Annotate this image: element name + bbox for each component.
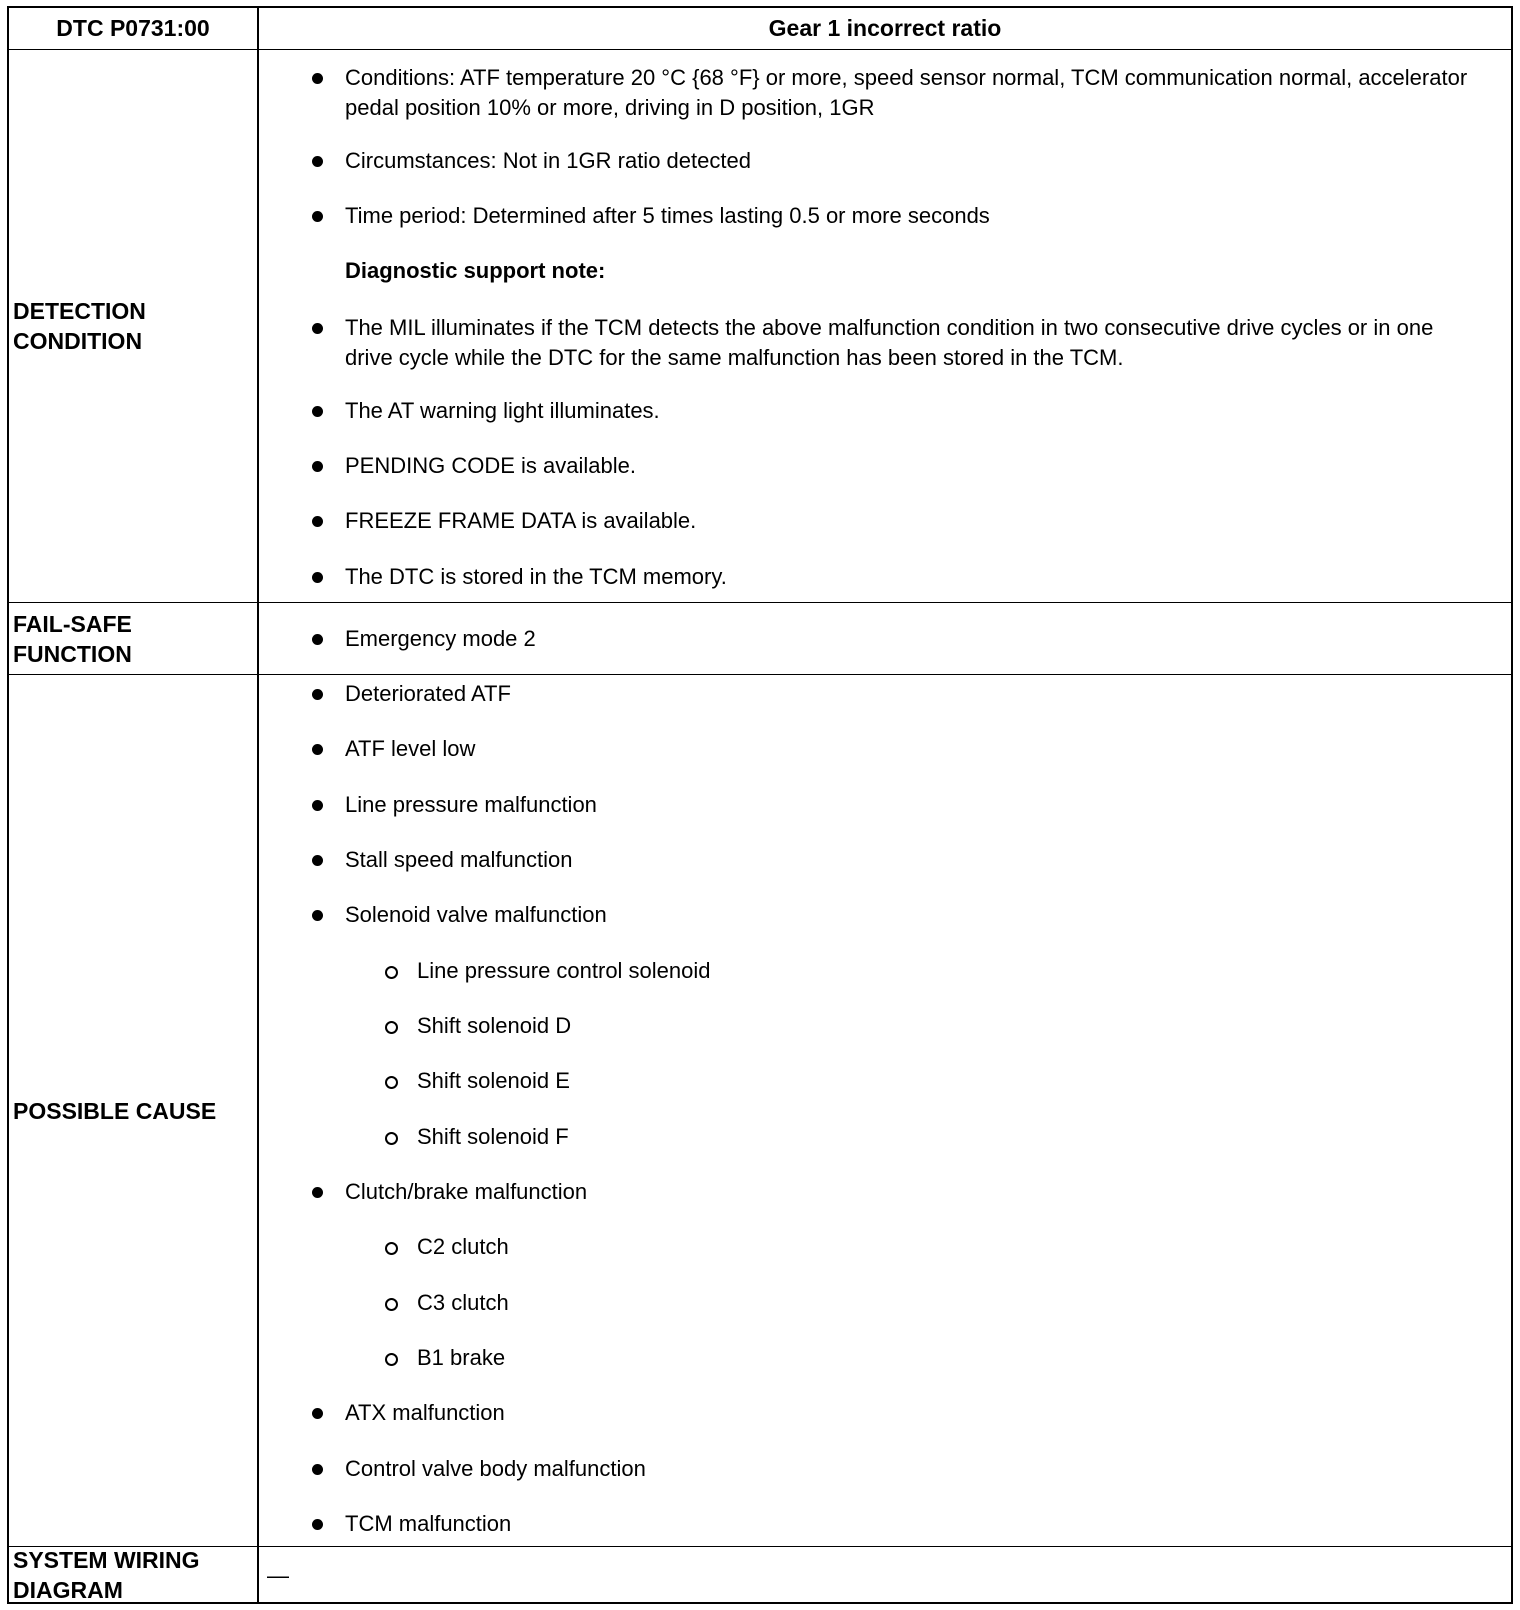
bullet-icon [312, 744, 323, 755]
list-item: FREEZE FRAME DATA is available. [345, 506, 1481, 536]
diagnostic-note-heading: Diagnostic support note: [345, 258, 606, 283]
list-item: ATX malfunction [345, 1398, 1481, 1428]
list-item: The DTC is stored in the TCM memory. [345, 562, 1481, 592]
circle-bullet-icon [385, 1021, 398, 1034]
system-wiring-label: SYSTEM WIRING DIAGRAM [13, 1546, 200, 1603]
detection-condition-row [9, 49, 1511, 602]
list-item: Conditions: ATF temperature 20 °C {68 °F} or more, speed sensor normal, TCM communication normal, accelerator pedal position 10% or more, driving in D position, 1GR [345, 63, 1481, 123]
list-item: ATF level low [345, 734, 1481, 764]
bullet-icon [312, 406, 323, 417]
sub-list-item: Shift solenoid F [417, 1122, 1481, 1152]
bullet-icon [312, 323, 323, 334]
system-wiring-value: — [267, 1563, 289, 1588]
system-wiring-row [9, 1546, 1511, 1602]
bullet-icon [312, 461, 323, 472]
header-row [9, 8, 1511, 49]
bullet-icon [312, 634, 323, 645]
fail-safe-content [259, 603, 1511, 674]
fail-safe-row [9, 602, 1511, 674]
sub-list-item: C3 clutch [417, 1288, 1481, 1318]
possible-cause-content [259, 675, 1511, 1546]
dtc-title: Gear 1 incorrect ratio [768, 15, 1002, 41]
possible-cause-label: POSSIBLE CAUSE [13, 1097, 217, 1124]
circle-bullet-icon [385, 1298, 398, 1311]
bullet-icon [312, 1187, 323, 1198]
list-item: Line pressure malfunction [345, 790, 1481, 820]
list-item: Control valve body malfunction [345, 1454, 1481, 1484]
sub-list-item: Shift solenoid E [417, 1066, 1481, 1096]
bullet-icon [312, 73, 323, 84]
list-item: Clutch/brake malfunction [345, 1177, 1481, 1207]
bullet-icon [312, 800, 323, 811]
bullet-icon [312, 1408, 323, 1419]
list-item: The AT warning light illuminates. [345, 396, 1481, 426]
circle-bullet-icon [385, 1353, 398, 1366]
bullet-icon [312, 910, 323, 921]
list-item: PENDING CODE is available. [345, 451, 1481, 481]
dtc-table [7, 6, 1513, 1604]
bullet-icon [312, 572, 323, 583]
detection-condition-content [259, 50, 1511, 602]
bullet-icon [312, 1464, 323, 1475]
bullet-icon [312, 855, 323, 866]
dtc-code: DTC P0731:00 [56, 15, 210, 41]
list-item: TCM malfunction [345, 1509, 1481, 1539]
sub-list-item: C2 clutch [417, 1232, 1481, 1262]
detection-condition-label: DETECTION CONDITION [13, 298, 146, 354]
circle-bullet-icon [385, 966, 398, 979]
list-item: Deteriorated ATF [345, 679, 1481, 709]
bullet-icon [312, 689, 323, 700]
list-item: Stall speed malfunction [345, 845, 1481, 875]
list-item: Circumstances: Not in 1GR ratio detected [345, 146, 1481, 176]
list-item: Emergency mode 2 [345, 624, 1481, 654]
list-item: The MIL illuminates if the TCM detects the above malfunction condition in two consecutive drive cycles or in one drive cycle while the DTC for the same malfunction has been stored in the TCM. [345, 313, 1481, 373]
bullet-icon [312, 211, 323, 222]
system-wiring-content [259, 1547, 1511, 1602]
list-item: Solenoid valve malfunction [345, 900, 1481, 930]
sub-list-item: B1 brake [417, 1343, 1481, 1373]
bullet-icon [312, 156, 323, 167]
circle-bullet-icon [385, 1076, 398, 1089]
bullet-icon [312, 516, 323, 527]
possible-cause-row [9, 674, 1511, 1546]
circle-bullet-icon [385, 1132, 398, 1145]
circle-bullet-icon [385, 1242, 398, 1255]
bullet-icon [312, 1519, 323, 1530]
sub-list-item: Line pressure control solenoid [417, 956, 1481, 986]
fail-safe-label: FAIL-SAFE FUNCTION [13, 610, 132, 667]
list-item: Time period: Determined after 5 times lasting 0.5 or more seconds [345, 201, 1481, 231]
sub-list-item: Shift solenoid D [417, 1011, 1481, 1041]
